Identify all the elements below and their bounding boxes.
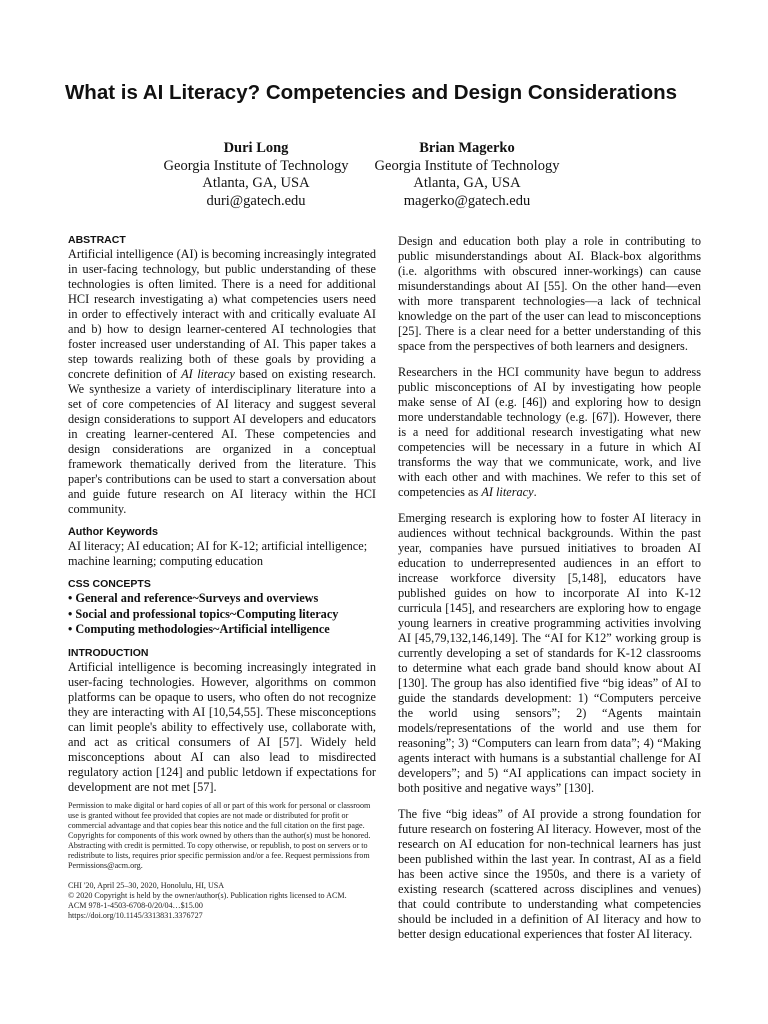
ccs-item: • General and reference~Surveys and overviews	[68, 591, 319, 605]
conference-line: CHI '20, April 25–30, 2020, Honolulu, HI, USA	[68, 881, 225, 890]
author-affiliation: Georgia Institute of Technology	[374, 157, 560, 174]
abstract-text: Artificial intelligence (AI) is becoming increasingly integrated in user-facing technology, but public understanding of these technologies is often limited. There is a need for additional HCI research investigating a) what competencies users need in order to effectively interact with and critically evaluate AI and b) how to design learner-centered AI technologies that foster increased user understanding of AI. This paper takes a step towards realizing both of these goals by providing a concrete definition of AI literacy based on existing research. We synthesize a variety of interdisciplinary literature into a set of core competencies of AI literacy and suggest several design considerations to support AI developers and educators in creating learner-centered AI. These competencies and design considerations are organized in a conceptual framework thematically derived from the literature. This paper's contributions can be used to start a conversation about and guide future research on AI literacy within the HCI community.	[68, 247, 377, 516]
isbn-line: ACM 978-1-4503-6708-0/20/04…$15.00	[68, 901, 203, 910]
author-email: magerko@gatech.edu	[403, 192, 531, 209]
introduction-heading: INTRODUCTION	[68, 646, 149, 659]
paper-title: What is AI Literacy? Competencies and Design Considerations	[64, 81, 678, 104]
keywords-heading: Author Keywords	[68, 526, 158, 538]
author-name: Duri Long	[223, 140, 289, 156]
body-paragraph: The five “big ideas” of AI provide a strong foundation for future research on fostering AI literacy. However, most of the research on AI education for non-technical learners has just been published within the last year. In contrast, AI as a field has been active since the 1950s, and there is a variety of existing research (scattered across disciplines and venues) that could contribute to understanding what competencies should be included in a definition of AI literacy and how to better design educational experiences that foster AI literacy.	[398, 807, 701, 941]
copyright-line: © 2020 Copyright is held by the owner/author(s). Publication rights licensed to ACM.	[68, 891, 347, 900]
body-paragraph: Emerging research is exploring how to foster AI literacy in audiences without technical backgrounds. Within the past year, companies have pursued initiatives to broaden AI education to underrepresented audiences in an effort to increase workforce diversity [5,148], educators have published guides on how to incorporate AI into K-12 curricula [145], and researchers are exploring how to engage young learners in creative programming activities involving AI [45,79,132,146,149]. The “AI for K12” working group is currently developing a set of standards for K-12 classrooms to determine what each grade band should know about AI [130]. The group has also identified five “big ideas” of AI to guide the standards development: 1) “Computers perceive the world using sensors”; 2) “Agents maintain models/representations of the world and use them for reasoning”; 3) “Computers can learn from data”; 4) “Making agents interact with humans is a substantial challenge for AI developers”; and 5) “AI applications can impact society in both positive and negative ways” [130].	[398, 511, 701, 795]
ccs-item: • Computing methodologies~Artificial intelligence	[68, 622, 330, 636]
permission-notice: Permission to make digital or hard copies of all or part of this work for personal or classroom use is granted without fee provided that copies are not made or distributed for profit or commercial advantage and that copies bear this notice and the full citation on the first page. Copyrights for components of this work owned by others than the author(s) must be honored. Abstracting with credit is permitted. To copy otherwise, or republish, to post on servers or to redistribute to lists, requires prior specific permission and/or a fee. Request permissions from Permissions@acm.org.	[68, 801, 371, 870]
ccs-list	[68, 591, 376, 638]
right-column	[398, 234, 701, 953]
copyright-footnote	[68, 801, 378, 921]
author-name: Brian Magerko	[419, 140, 515, 156]
author-2	[347, 140, 587, 210]
author-location: Atlanta, GA, USA	[413, 175, 521, 191]
author-affiliation: Georgia Institute of Technology	[163, 157, 349, 174]
body-paragraph: Design and education both play a role in contributing to public misunderstandings about AI. Black-box algorithms (i.e. algorithms with obscured inner-workings) can cause misunderstandings about AI [55]. On the other hand—even with more transparent technologies—a lack of technical knowledge on the part of the user can lead to misconceptions [25]. There is a clear need for a better understanding of this space from the perspectives of both learners and designers.	[398, 234, 701, 353]
ccs-heading: CSS CONCEPTS	[68, 578, 151, 590]
author-1	[136, 140, 376, 210]
body-paragraph: Researchers in the HCI community have begun to address public misconceptions of AI by investigating how people make sense of AI (e.g. [46]) and exploring how to design more understandable technology (e.g. [67]). However, there is a need for additional research investigating what new competencies will be necessary in a future in which AI transforms the way that we communicate, work, and live with each other and with machines. We refer to this set of competencies as AI literacy.	[398, 365, 701, 499]
ccs-item: • Social and professional topics~Computing literacy	[68, 606, 339, 621]
left-column	[68, 234, 376, 795]
author-location: Atlanta, GA, USA	[202, 175, 310, 191]
doi-link[interactable]: https://doi.org/10.1145/3313831.3376727	[68, 911, 203, 920]
author-email: duri@gatech.edu	[206, 192, 306, 209]
abstract-heading: ABSTRACT	[68, 234, 126, 246]
introduction-text: Artificial intelligence is becoming increasingly integrated in user-facing technologies. However, algorithms on common platforms can be opaque to users, who often do not recognize they are interacting with AI [10,54,55]. These misconceptions can limit people's ability to effectively use, collaborate with, and act as critical consumers of AI [57]. Widely held misconceptions about AI can also lead to misdirected regulatory action [124] and public letdown if expectations for development are not met [57].	[68, 659, 376, 794]
keywords-text: AI literacy; AI education; AI for K-12; artificial intelligence; machine learning; computing education	[68, 539, 368, 568]
